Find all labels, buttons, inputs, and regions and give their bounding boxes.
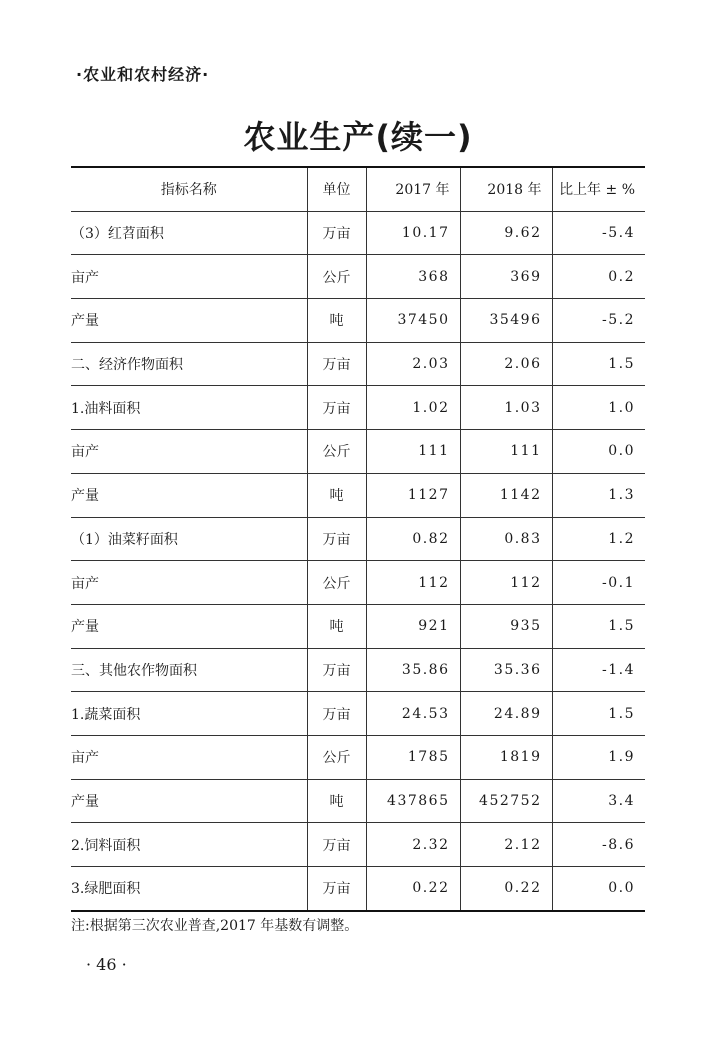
page-title: 农业生产(续一) [243,118,473,156]
cell-indicator-name: 二、经济作物面积 [71,342,307,386]
table-row [71,867,645,911]
cell-value-2017: 112 [366,561,460,605]
cell-value-2017: 10.17 [366,211,460,255]
column-header-2018: 2018 年 [460,167,552,211]
cell-value-2017: 437865 [366,779,460,823]
table-header-row [71,167,645,211]
table-row [71,211,645,255]
cell-unit: 万亩 [307,342,366,386]
cell-unit: 公斤 [307,561,366,605]
cell-indicator-name: 产量 [71,604,307,648]
column-header-2017: 2017 年 [366,167,460,211]
cell-change-percent: -1.4 [552,648,645,692]
cell-unit: 吨 [307,604,366,648]
cell-value-2017: 0.82 [366,517,460,561]
cell-value-2017: 2.03 [366,342,460,386]
table-row [71,561,645,605]
cell-indicator-name: 1.油料面积 [71,386,307,430]
cell-value-2018: 1.03 [460,386,552,430]
cell-indicator-name: 亩产 [71,255,307,299]
cell-change-percent: 0.2 [552,255,645,299]
cell-change-percent: -5.2 [552,299,645,343]
cell-change-percent: 1.3 [552,473,645,517]
cell-value-2017: 35.86 [366,648,460,692]
cell-indicator-name: 亩产 [71,430,307,474]
cell-unit: 公斤 [307,255,366,299]
cell-indicator-name: 产量 [71,299,307,343]
cell-unit: 吨 [307,299,366,343]
cell-value-2017: 1.02 [366,386,460,430]
cell-indicator-name: 产量 [71,473,307,517]
cell-change-percent: 1.5 [552,692,645,736]
footnote: 注:根据第三次农业普查,2017 年基数有调整。 [71,918,359,934]
cell-value-2018: 0.22 [460,867,552,911]
cell-change-percent: 3.4 [552,779,645,823]
cell-unit: 吨 [307,779,366,823]
cell-change-percent: 1.2 [552,517,645,561]
table-row [71,473,645,517]
cell-change-percent: 1.9 [552,735,645,779]
cell-unit: 公斤 [307,430,366,474]
cell-indicator-name: 亩产 [71,735,307,779]
cell-unit: 万亩 [307,692,366,736]
cell-value-2017: 24.53 [366,692,460,736]
table-row [71,517,645,561]
cell-change-percent: 1.5 [552,342,645,386]
cell-indicator-name: 1.蔬菜面积 [71,692,307,736]
cell-indicator-name: 三、其他农作物面积 [71,648,307,692]
cell-indicator-name: 亩产 [71,561,307,605]
cell-value-2018: 2.06 [460,342,552,386]
cell-value-2018: 35.36 [460,648,552,692]
cell-value-2018: 1142 [460,473,552,517]
cell-value-2018: 452752 [460,779,552,823]
cell-unit: 万亩 [307,823,366,867]
cell-value-2018: 9.62 [460,211,552,255]
cell-unit: 公斤 [307,735,366,779]
cell-unit: 吨 [307,473,366,517]
cell-value-2018: 24.89 [460,692,552,736]
cell-change-percent: 0.0 [552,867,645,911]
cell-unit: 万亩 [307,648,366,692]
cell-indicator-name: 产量 [71,779,307,823]
cell-value-2017: 368 [366,255,460,299]
section-header: ·农业和农村经济· [76,65,210,84]
cell-value-2018: 112 [460,561,552,605]
cell-unit: 万亩 [307,386,366,430]
cell-value-2018: 1819 [460,735,552,779]
cell-indicator-name: 3.绿肥面积 [71,867,307,911]
column-header-unit: 单位 [307,167,366,211]
cell-value-2018: 0.83 [460,517,552,561]
cell-indicator-name: （3）红苕面积 [71,211,307,255]
cell-unit: 万亩 [307,517,366,561]
table-row [71,604,645,648]
cell-value-2017: 2.32 [366,823,460,867]
cell-value-2017: 0.22 [366,867,460,911]
table-row [71,430,645,474]
cell-value-2018: 111 [460,430,552,474]
cell-value-2018: 35496 [460,299,552,343]
cell-value-2018: 2.12 [460,823,552,867]
cell-change-percent: -5.4 [552,211,645,255]
table-body [71,211,645,911]
cell-value-2017: 1127 [366,473,460,517]
cell-change-percent: -8.6 [552,823,645,867]
cell-value-2017: 37450 [366,299,460,343]
table-row [71,255,645,299]
table-row [71,779,645,823]
cell-change-percent: 1.0 [552,386,645,430]
cell-change-percent: 0.0 [552,430,645,474]
table-row [71,823,645,867]
cell-value-2018: 369 [460,255,552,299]
cell-indicator-name: 2.饲料面积 [71,823,307,867]
data-table [71,166,645,912]
cell-change-percent: -0.1 [552,561,645,605]
page-number: · 46 · [86,955,127,974]
cell-value-2017: 111 [366,430,460,474]
table-row [71,342,645,386]
table-row [71,386,645,430]
table-row [71,299,645,343]
cell-value-2017: 921 [366,604,460,648]
column-header-change: 比上年 ± % [552,167,645,211]
table-row [71,692,645,736]
cell-change-percent: 1.5 [552,604,645,648]
cell-value-2018: 935 [460,604,552,648]
cell-unit: 万亩 [307,211,366,255]
table-row [71,735,645,779]
cell-indicator-name: （1）油菜籽面积 [71,517,307,561]
cell-unit: 万亩 [307,867,366,911]
cell-value-2017: 1785 [366,735,460,779]
column-header-indicator: 指标名称 [71,167,307,211]
table-row [71,648,645,692]
